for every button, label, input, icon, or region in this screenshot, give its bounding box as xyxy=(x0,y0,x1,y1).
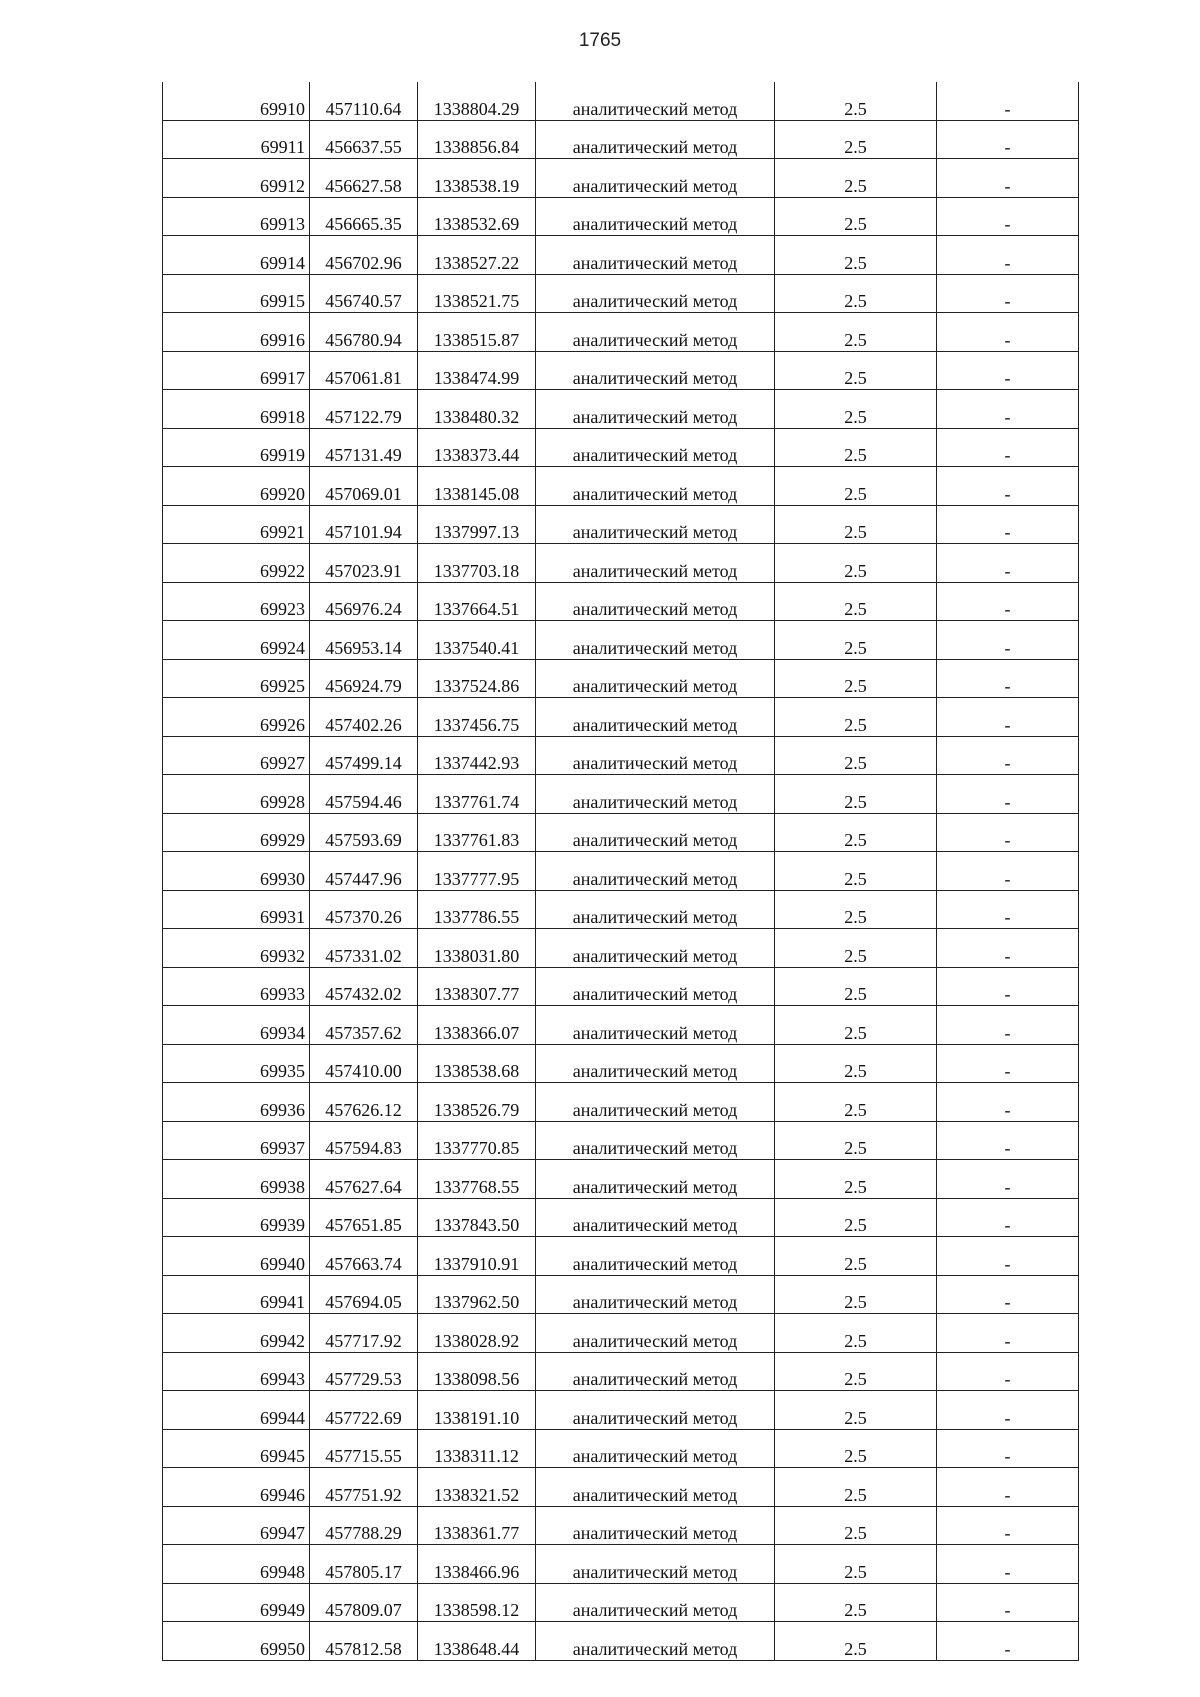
point-number-cell: 69910 xyxy=(163,82,310,120)
note-cell: - xyxy=(937,351,1079,390)
note-cell: - xyxy=(937,467,1079,506)
method-cell: аналитический метод xyxy=(536,1583,775,1622)
method-cell: аналитический метод xyxy=(536,621,775,660)
y-coordinate-cell: 1338474.99 xyxy=(418,351,536,390)
accuracy-cell: 2.5 xyxy=(775,197,937,236)
note-cell: - xyxy=(937,967,1079,1006)
y-coordinate-cell: 1338307.77 xyxy=(418,967,536,1006)
table-row xyxy=(163,467,1079,506)
x-coordinate-cell: 457131.49 xyxy=(310,428,418,467)
point-number-cell: 69942 xyxy=(163,1314,310,1353)
y-coordinate-cell: 1337910.91 xyxy=(418,1237,536,1276)
page-number: 1765 xyxy=(578,30,622,51)
y-coordinate-cell: 1337442.93 xyxy=(418,736,536,775)
x-coordinate-cell: 457432.02 xyxy=(310,967,418,1006)
table-row xyxy=(163,852,1079,891)
method-cell: аналитический метод xyxy=(536,659,775,698)
table-row xyxy=(163,1237,1079,1276)
point-number-cell: 69919 xyxy=(163,428,310,467)
x-coordinate-cell: 457715.55 xyxy=(310,1429,418,1468)
accuracy-cell: 2.5 xyxy=(775,544,937,583)
y-coordinate-cell: 1337962.50 xyxy=(418,1275,536,1314)
point-number-cell: 69948 xyxy=(163,1545,310,1584)
accuracy-cell: 2.5 xyxy=(775,1622,937,1661)
note-cell: - xyxy=(937,544,1079,583)
note-cell: - xyxy=(937,929,1079,968)
point-number-cell: 69922 xyxy=(163,544,310,583)
coordinates-table xyxy=(162,82,1079,1661)
point-number-cell: 69929 xyxy=(163,813,310,852)
y-coordinate-cell: 1337997.13 xyxy=(418,505,536,544)
accuracy-cell: 2.5 xyxy=(775,428,937,467)
note-cell: - xyxy=(937,313,1079,352)
point-number-cell: 69947 xyxy=(163,1506,310,1545)
x-coordinate-cell: 457594.83 xyxy=(310,1121,418,1160)
table-row xyxy=(163,1468,1079,1507)
note-cell: - xyxy=(937,775,1079,814)
note-cell: - xyxy=(937,1352,1079,1391)
note-cell: - xyxy=(937,1198,1079,1237)
x-coordinate-cell: 457812.58 xyxy=(310,1622,418,1661)
point-number-cell: 69918 xyxy=(163,390,310,429)
point-number-cell: 69912 xyxy=(163,159,310,198)
accuracy-cell: 2.5 xyxy=(775,82,937,120)
x-coordinate-cell: 456924.79 xyxy=(310,659,418,698)
table-row xyxy=(163,120,1079,159)
method-cell: аналитический метод xyxy=(536,1352,775,1391)
x-coordinate-cell: 457722.69 xyxy=(310,1391,418,1430)
y-coordinate-cell: 1337761.74 xyxy=(418,775,536,814)
x-coordinate-cell: 457788.29 xyxy=(310,1506,418,1545)
y-coordinate-cell: 1338527.22 xyxy=(418,236,536,275)
x-coordinate-cell: 456976.24 xyxy=(310,582,418,621)
note-cell: - xyxy=(937,1121,1079,1160)
point-number-cell: 69924 xyxy=(163,621,310,660)
note-cell: - xyxy=(937,852,1079,891)
accuracy-cell: 2.5 xyxy=(775,1583,937,1622)
method-cell: аналитический метод xyxy=(536,1429,775,1468)
method-cell: аналитический метод xyxy=(536,852,775,891)
y-coordinate-cell: 1338515.87 xyxy=(418,313,536,352)
point-number-cell: 69936 xyxy=(163,1083,310,1122)
x-coordinate-cell: 457023.91 xyxy=(310,544,418,583)
note-cell: - xyxy=(937,1314,1079,1353)
accuracy-cell: 2.5 xyxy=(775,698,937,737)
table-row xyxy=(163,813,1079,852)
y-coordinate-cell: 1338311.12 xyxy=(418,1429,536,1468)
method-cell: аналитический метод xyxy=(536,1314,775,1353)
accuracy-cell: 2.5 xyxy=(775,1275,937,1314)
point-number-cell: 69946 xyxy=(163,1468,310,1507)
table-row xyxy=(163,1352,1079,1391)
method-cell: аналитический метод xyxy=(536,1198,775,1237)
table-row xyxy=(163,428,1079,467)
accuracy-cell: 2.5 xyxy=(775,659,937,698)
note-cell: - xyxy=(937,1622,1079,1661)
method-cell: аналитический метод xyxy=(536,544,775,583)
table-row xyxy=(163,621,1079,660)
x-coordinate-cell: 456637.55 xyxy=(310,120,418,159)
y-coordinate-cell: 1338648.44 xyxy=(418,1622,536,1661)
method-cell: аналитический метод xyxy=(536,236,775,275)
x-coordinate-cell: 457593.69 xyxy=(310,813,418,852)
x-coordinate-cell: 456740.57 xyxy=(310,274,418,313)
point-number-cell: 69913 xyxy=(163,197,310,236)
method-cell: аналитический метод xyxy=(536,1506,775,1545)
y-coordinate-cell: 1338028.92 xyxy=(418,1314,536,1353)
accuracy-cell: 2.5 xyxy=(775,274,937,313)
method-cell: аналитический метод xyxy=(536,736,775,775)
x-coordinate-cell: 456702.96 xyxy=(310,236,418,275)
y-coordinate-cell: 1338526.79 xyxy=(418,1083,536,1122)
accuracy-cell: 2.5 xyxy=(775,813,937,852)
note-cell: - xyxy=(937,1391,1079,1430)
table-row xyxy=(163,159,1079,198)
y-coordinate-cell: 1337703.18 xyxy=(418,544,536,583)
table-row xyxy=(163,82,1079,120)
method-cell: аналитический метод xyxy=(536,82,775,120)
method-cell: аналитический метод xyxy=(536,428,775,467)
method-cell: аналитический метод xyxy=(536,1275,775,1314)
table-row xyxy=(163,1583,1079,1622)
accuracy-cell: 2.5 xyxy=(775,1237,937,1276)
table-row xyxy=(163,505,1079,544)
x-coordinate-cell: 457410.00 xyxy=(310,1044,418,1083)
x-coordinate-cell: 457101.94 xyxy=(310,505,418,544)
table-row xyxy=(163,698,1079,737)
table-row xyxy=(163,582,1079,621)
x-coordinate-cell: 457331.02 xyxy=(310,929,418,968)
note-cell: - xyxy=(937,159,1079,198)
x-coordinate-cell: 457061.81 xyxy=(310,351,418,390)
note-cell: - xyxy=(937,1275,1079,1314)
x-coordinate-cell: 457663.74 xyxy=(310,1237,418,1276)
point-number-cell: 69935 xyxy=(163,1044,310,1083)
accuracy-cell: 2.5 xyxy=(775,1468,937,1507)
table-row xyxy=(163,1044,1079,1083)
note-cell: - xyxy=(937,197,1079,236)
accuracy-cell: 2.5 xyxy=(775,967,937,1006)
point-number-cell: 69934 xyxy=(163,1006,310,1045)
method-cell: аналитический метод xyxy=(536,390,775,429)
y-coordinate-cell: 1338191.10 xyxy=(418,1391,536,1430)
point-number-cell: 69928 xyxy=(163,775,310,814)
accuracy-cell: 2.5 xyxy=(775,1160,937,1199)
y-coordinate-cell: 1338145.08 xyxy=(418,467,536,506)
note-cell: - xyxy=(937,1160,1079,1199)
method-cell: аналитический метод xyxy=(536,505,775,544)
method-cell: аналитический метод xyxy=(536,274,775,313)
note-cell: - xyxy=(937,1044,1079,1083)
method-cell: аналитический метод xyxy=(536,467,775,506)
point-number-cell: 69921 xyxy=(163,505,310,544)
y-coordinate-cell: 1337843.50 xyxy=(418,1198,536,1237)
y-coordinate-cell: 1338366.07 xyxy=(418,1006,536,1045)
note-cell: - xyxy=(937,82,1079,120)
method-cell: аналитический метод xyxy=(536,775,775,814)
note-cell: - xyxy=(937,890,1079,929)
y-coordinate-cell: 1338031.80 xyxy=(418,929,536,968)
accuracy-cell: 2.5 xyxy=(775,1044,937,1083)
point-number-cell: 69933 xyxy=(163,967,310,1006)
table-row xyxy=(163,1391,1079,1430)
note-cell: - xyxy=(937,582,1079,621)
method-cell: аналитический метод xyxy=(536,1006,775,1045)
note-cell: - xyxy=(937,1468,1079,1507)
method-cell: аналитический метод xyxy=(536,929,775,968)
method-cell: аналитический метод xyxy=(536,313,775,352)
x-coordinate-cell: 457447.96 xyxy=(310,852,418,891)
table-row xyxy=(163,1006,1079,1045)
point-number-cell: 69940 xyxy=(163,1237,310,1276)
table-row xyxy=(163,236,1079,275)
accuracy-cell: 2.5 xyxy=(775,1391,937,1430)
point-number-cell: 69923 xyxy=(163,582,310,621)
note-cell: - xyxy=(937,1545,1079,1584)
y-coordinate-cell: 1338532.69 xyxy=(418,197,536,236)
accuracy-cell: 2.5 xyxy=(775,1429,937,1468)
table-row xyxy=(163,1429,1079,1468)
accuracy-cell: 2.5 xyxy=(775,313,937,352)
accuracy-cell: 2.5 xyxy=(775,1083,937,1122)
x-coordinate-cell: 456953.14 xyxy=(310,621,418,660)
y-coordinate-cell: 1338538.19 xyxy=(418,159,536,198)
table-row xyxy=(163,390,1079,429)
accuracy-cell: 2.5 xyxy=(775,390,937,429)
note-cell: - xyxy=(937,1583,1079,1622)
table-row xyxy=(163,1545,1079,1584)
point-number-cell: 69915 xyxy=(163,274,310,313)
x-coordinate-cell: 457809.07 xyxy=(310,1583,418,1622)
table-row xyxy=(163,1622,1079,1661)
x-coordinate-cell: 456627.58 xyxy=(310,159,418,198)
x-coordinate-cell: 457627.64 xyxy=(310,1160,418,1199)
x-coordinate-cell: 457122.79 xyxy=(310,390,418,429)
method-cell: аналитический метод xyxy=(536,159,775,198)
y-coordinate-cell: 1338856.84 xyxy=(418,120,536,159)
accuracy-cell: 2.5 xyxy=(775,890,937,929)
accuracy-cell: 2.5 xyxy=(775,1121,937,1160)
method-cell: аналитический метод xyxy=(536,890,775,929)
point-number-cell: 69914 xyxy=(163,236,310,275)
note-cell: - xyxy=(937,274,1079,313)
accuracy-cell: 2.5 xyxy=(775,775,937,814)
note-cell: - xyxy=(937,736,1079,775)
point-number-cell: 69945 xyxy=(163,1429,310,1468)
y-coordinate-cell: 1338521.75 xyxy=(418,274,536,313)
x-coordinate-cell: 457805.17 xyxy=(310,1545,418,1584)
note-cell: - xyxy=(937,1506,1079,1545)
note-cell: - xyxy=(937,659,1079,698)
accuracy-cell: 2.5 xyxy=(775,852,937,891)
accuracy-cell: 2.5 xyxy=(775,159,937,198)
accuracy-cell: 2.5 xyxy=(775,736,937,775)
y-coordinate-cell: 1338373.44 xyxy=(418,428,536,467)
method-cell: аналитический метод xyxy=(536,120,775,159)
x-coordinate-cell: 456665.35 xyxy=(310,197,418,236)
y-coordinate-cell: 1338804.29 xyxy=(418,82,536,120)
method-cell: аналитический метод xyxy=(536,1622,775,1661)
point-number-cell: 69941 xyxy=(163,1275,310,1314)
method-cell: аналитический метод xyxy=(536,813,775,852)
point-number-cell: 69917 xyxy=(163,351,310,390)
table-row xyxy=(163,351,1079,390)
point-number-cell: 69926 xyxy=(163,698,310,737)
table-row xyxy=(163,1121,1079,1160)
method-cell: аналитический метод xyxy=(536,582,775,621)
point-number-cell: 69944 xyxy=(163,1391,310,1430)
x-coordinate-cell: 457651.85 xyxy=(310,1198,418,1237)
note-cell: - xyxy=(937,1006,1079,1045)
y-coordinate-cell: 1337768.55 xyxy=(418,1160,536,1199)
y-coordinate-cell: 1338598.12 xyxy=(418,1583,536,1622)
point-number-cell: 69949 xyxy=(163,1583,310,1622)
method-cell: аналитический метод xyxy=(536,1160,775,1199)
method-cell: аналитический метод xyxy=(536,351,775,390)
table-row xyxy=(163,197,1079,236)
point-number-cell: 69930 xyxy=(163,852,310,891)
method-cell: аналитический метод xyxy=(536,197,775,236)
method-cell: аналитический метод xyxy=(536,1237,775,1276)
y-coordinate-cell: 1337777.95 xyxy=(418,852,536,891)
y-coordinate-cell: 1338538.68 xyxy=(418,1044,536,1083)
x-coordinate-cell: 457499.14 xyxy=(310,736,418,775)
y-coordinate-cell: 1337761.83 xyxy=(418,813,536,852)
method-cell: аналитический метод xyxy=(536,1121,775,1160)
accuracy-cell: 2.5 xyxy=(775,505,937,544)
accuracy-cell: 2.5 xyxy=(775,467,937,506)
y-coordinate-cell: 1337786.55 xyxy=(418,890,536,929)
y-coordinate-cell: 1337456.75 xyxy=(418,698,536,737)
x-coordinate-cell: 457357.62 xyxy=(310,1006,418,1045)
point-number-cell: 69927 xyxy=(163,736,310,775)
accuracy-cell: 2.5 xyxy=(775,1545,937,1584)
point-number-cell: 69931 xyxy=(163,890,310,929)
table-row xyxy=(163,736,1079,775)
y-coordinate-cell: 1338466.96 xyxy=(418,1545,536,1584)
point-number-cell: 69943 xyxy=(163,1352,310,1391)
x-coordinate-cell: 457594.46 xyxy=(310,775,418,814)
table-row xyxy=(163,929,1079,968)
note-cell: - xyxy=(937,1083,1079,1122)
accuracy-cell: 2.5 xyxy=(775,120,937,159)
table-row xyxy=(163,274,1079,313)
x-coordinate-cell: 457402.26 xyxy=(310,698,418,737)
table-row xyxy=(163,1198,1079,1237)
coordinates-table-body xyxy=(163,82,1079,1660)
accuracy-cell: 2.5 xyxy=(775,582,937,621)
method-cell: аналитический метод xyxy=(536,1044,775,1083)
point-number-cell: 69938 xyxy=(163,1160,310,1199)
table-row xyxy=(163,1160,1079,1199)
note-cell: - xyxy=(937,698,1079,737)
x-coordinate-cell: 457694.05 xyxy=(310,1275,418,1314)
point-number-cell: 69911 xyxy=(163,120,310,159)
table-row xyxy=(163,1083,1079,1122)
point-number-cell: 69925 xyxy=(163,659,310,698)
note-cell: - xyxy=(937,236,1079,275)
point-number-cell: 69916 xyxy=(163,313,310,352)
x-coordinate-cell: 457110.64 xyxy=(310,82,418,120)
note-cell: - xyxy=(937,813,1079,852)
table-row xyxy=(163,1314,1079,1353)
method-cell: аналитический метод xyxy=(536,967,775,1006)
accuracy-cell: 2.5 xyxy=(775,1506,937,1545)
y-coordinate-cell: 1337524.86 xyxy=(418,659,536,698)
accuracy-cell: 2.5 xyxy=(775,1006,937,1045)
note-cell: - xyxy=(937,390,1079,429)
y-coordinate-cell: 1337770.85 xyxy=(418,1121,536,1160)
method-cell: аналитический метод xyxy=(536,1468,775,1507)
x-coordinate-cell: 457069.01 xyxy=(310,467,418,506)
table-row xyxy=(163,890,1079,929)
table-row xyxy=(163,775,1079,814)
y-coordinate-cell: 1338361.77 xyxy=(418,1506,536,1545)
accuracy-cell: 2.5 xyxy=(775,621,937,660)
method-cell: аналитический метод xyxy=(536,698,775,737)
method-cell: аналитический метод xyxy=(536,1391,775,1430)
table-row xyxy=(163,544,1079,583)
point-number-cell: 69937 xyxy=(163,1121,310,1160)
table-row xyxy=(163,313,1079,352)
accuracy-cell: 2.5 xyxy=(775,1314,937,1353)
note-cell: - xyxy=(937,120,1079,159)
accuracy-cell: 2.5 xyxy=(775,1352,937,1391)
table-row xyxy=(163,967,1079,1006)
note-cell: - xyxy=(937,1237,1079,1276)
x-coordinate-cell: 457751.92 xyxy=(310,1468,418,1507)
table-row xyxy=(163,1506,1079,1545)
table-row xyxy=(163,659,1079,698)
method-cell: аналитический метод xyxy=(536,1083,775,1122)
y-coordinate-cell: 1337664.51 xyxy=(418,582,536,621)
accuracy-cell: 2.5 xyxy=(775,929,937,968)
note-cell: - xyxy=(937,428,1079,467)
x-coordinate-cell: 457626.12 xyxy=(310,1083,418,1122)
note-cell: - xyxy=(937,505,1079,544)
accuracy-cell: 2.5 xyxy=(775,236,937,275)
point-number-cell: 69950 xyxy=(163,1622,310,1661)
x-coordinate-cell: 457717.92 xyxy=(310,1314,418,1353)
x-coordinate-cell: 457370.26 xyxy=(310,890,418,929)
accuracy-cell: 2.5 xyxy=(775,1198,937,1237)
note-cell: - xyxy=(937,621,1079,660)
y-coordinate-cell: 1338321.52 xyxy=(418,1468,536,1507)
note-cell: - xyxy=(937,1429,1079,1468)
point-number-cell: 69939 xyxy=(163,1198,310,1237)
table-row xyxy=(163,1275,1079,1314)
x-coordinate-cell: 456780.94 xyxy=(310,313,418,352)
y-coordinate-cell: 1337540.41 xyxy=(418,621,536,660)
point-number-cell: 69932 xyxy=(163,929,310,968)
x-coordinate-cell: 457729.53 xyxy=(310,1352,418,1391)
y-coordinate-cell: 1338098.56 xyxy=(418,1352,536,1391)
y-coordinate-cell: 1338480.32 xyxy=(418,390,536,429)
method-cell: аналитический метод xyxy=(536,1545,775,1584)
accuracy-cell: 2.5 xyxy=(775,351,937,390)
point-number-cell: 69920 xyxy=(163,467,310,506)
